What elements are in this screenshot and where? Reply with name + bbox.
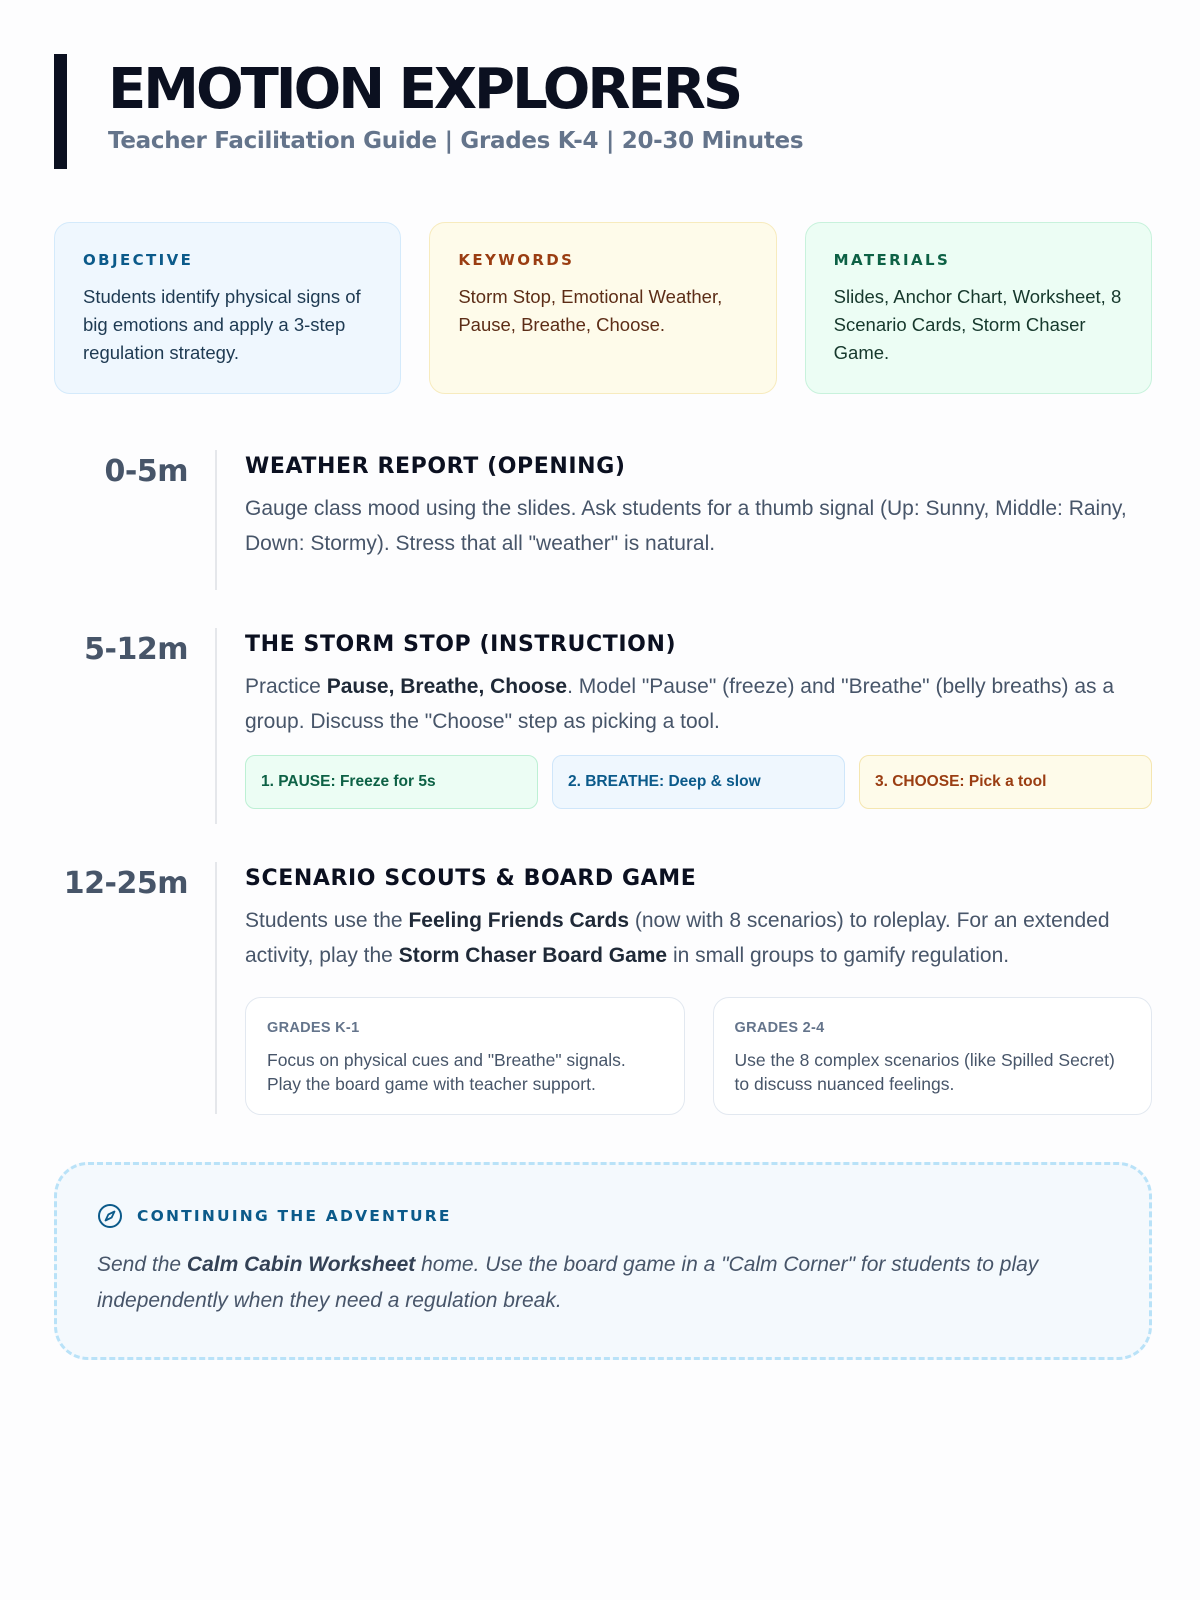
info-cards [54,222,1152,394]
objective-text: Students identify physical signs of big emotions and apply a 3-step regulation strategy. [83,286,361,363]
section-text-part: . Model "Pause" (freeze) and "Breathe" (belly breaths) as a group. Discuss the "Choose" step as picking a tool. [245,675,1115,733]
section-time: 5-12m [84,632,188,667]
section-text-part: in small groups to gamify regulation. [667,944,1010,967]
objective-label: OBJECTIVE [83,251,194,269]
section-text-part: Students use the [245,909,409,932]
step-pause: 1. PAUSE: Freeze for 5s [245,755,538,809]
grade-text: Use the 8 complex scenarios (like Spilled Secret) to discuss nuanced feelings. [734,1050,1115,1094]
timeline-line [215,862,217,1114]
materials-label: MATERIALS [833,251,951,269]
continuing-adventure-box [54,1162,1152,1360]
continuing-text-part: home. Use the board game in a "Calm Corner" for students to play independently when they need a regulation break. [97,1253,1039,1312]
grade-text: Focus on physical cues and "Breathe" signals. Play the board game with teacher support. [267,1050,626,1094]
section-text [245,669,1152,739]
grade-label: GRADES K-1 [267,1020,360,1036]
section-time: 0-5m [104,454,188,489]
section-text-emphasis: Pause, Breathe, Choose [326,675,568,698]
materials-text: Slides, Anchor Chart, Worksheet, 8 Scenario Cards, Storm Chaser Game. [833,286,1122,363]
guide-header [54,54,803,169]
step-choose: 3. CHOOSE: Pick a tool [859,755,1152,809]
section-title: THE STORM STOP (INSTRUCTION) [245,632,677,657]
compass-icon [97,1203,123,1229]
continuing-text-part: Send the [97,1253,187,1276]
continuing-text-emphasis: Calm Cabin Worksheet [186,1253,416,1276]
grade-card-2-4 [713,997,1153,1115]
timeline-line [215,450,217,590]
keywords-text: Storm Stop, Emotional Weather, Pause, Breathe, Choose. [458,286,723,335]
header-accent-bar [54,54,67,169]
objective-card [54,222,401,394]
section-body [245,454,1152,561]
continuing-header [97,1203,1109,1229]
continuing-label: CONTINUING THE ADVENTURE [137,1207,452,1225]
section-title: WEATHER REPORT (OPENING) [245,454,626,479]
keywords-label: KEYWORDS [458,251,575,269]
strategy-steps [245,755,1152,809]
timeline-line [215,628,217,824]
grade-cards [245,997,1152,1115]
page-subtitle: Teacher Facilitation Guide | Grades K-4 | 20-30 Minutes [108,128,804,154]
continuing-text [97,1247,1109,1319]
section-body [245,866,1152,1115]
section-text-emphasis: Feeling Friends Cards [408,909,630,932]
grade-card-k1 [245,997,685,1115]
section-text-part: Practice [245,675,327,698]
section-title: SCENARIO SCOUTS & BOARD GAME [245,866,697,891]
keywords-card [429,222,776,394]
section-text [245,903,1152,973]
materials-card [805,222,1152,394]
page-title: EMOTION EXPLORERS [108,57,741,122]
step-breathe: 2. BREATHE: Deep & slow [552,755,845,809]
section-body [245,632,1152,809]
section-text: Gauge class mood using the slides. Ask students for a thumb signal (Up: Sunny, Middle: Rainy, Down: Stormy). Stress that all "weather" is natural. [245,497,1127,555]
section-text-part: (now with 8 scenarios) to roleplay. For an extended activity, play the [245,909,1110,967]
section-time: 12-25m [63,866,188,901]
grade-label: GRADES 2-4 [734,1020,825,1036]
section-text-emphasis: Storm Chaser Board Game [398,944,668,967]
